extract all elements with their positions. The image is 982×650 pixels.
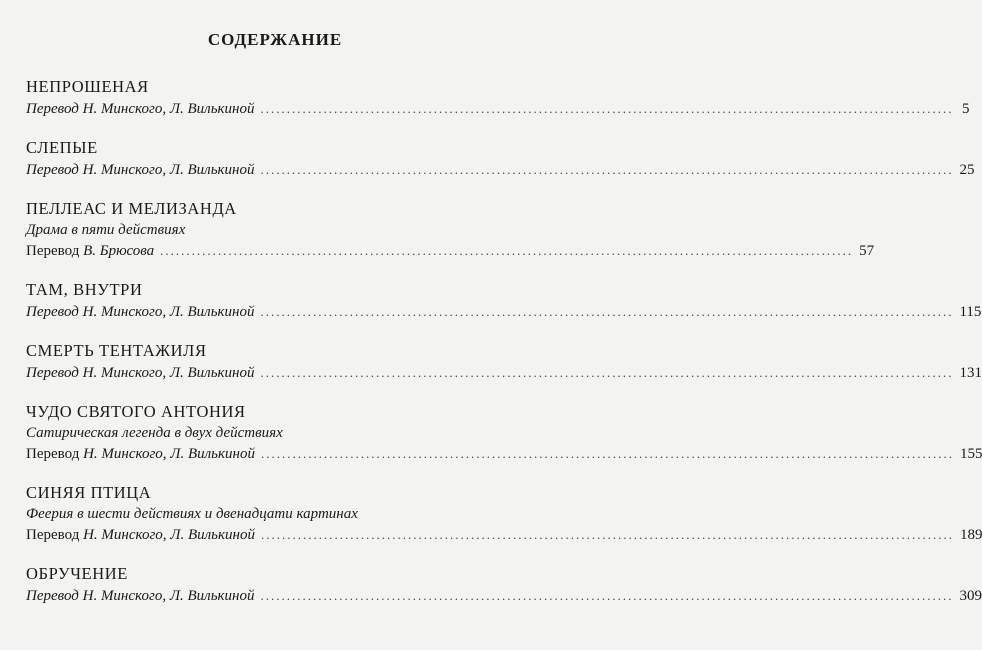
translator-credit: [26, 444, 255, 465]
toc-entry: [26, 198, 875, 262]
entry-title: СМЕРТЬ ТЕНТАЖИЛЯ: [26, 341, 207, 360]
translator-credit: [26, 241, 154, 262]
translator-lead: Перевод: [26, 243, 80, 259]
translator-credit: [26, 302, 254, 323]
translator-names: В. Брюсова: [79, 243, 155, 259]
page-number: 189: [959, 527, 982, 543]
page-number: 25: [959, 162, 975, 178]
entry-title: НЕПРОШЕНАЯ: [26, 77, 149, 96]
translator-line: [26, 301, 982, 323]
translator-lead: Перевод: [26, 527, 80, 543]
translator-names: Н. Минского, Л. Вилькиной: [78, 162, 255, 178]
dot-leader: ....................................................................................................................................: [260, 588, 954, 603]
translator-lead: Перевод: [26, 446, 80, 462]
toc-entry: [26, 401, 982, 465]
contents-heading: СОДЕРЖАНИЕ: [207, 30, 343, 49]
page-number: 131: [959, 365, 982, 381]
translator-credit: [26, 586, 254, 607]
toc-entry: [26, 76, 970, 120]
translator-lead: Перевод: [26, 588, 79, 604]
dot-leader: ....................................................................................................................................: [260, 527, 954, 542]
dot-leader: ....................................................................................................................................: [260, 446, 954, 461]
toc-entry: [26, 482, 982, 546]
toc-entry: [26, 340, 982, 384]
translator-line: [26, 443, 982, 465]
entry-title: СИНЯЯ ПТИЦА: [26, 483, 152, 502]
translator-line: [26, 524, 982, 546]
dot-leader: ....................................................................................................................................: [260, 101, 954, 116]
table-of-contents: [26, 76, 982, 624]
page-number: 57: [859, 243, 875, 259]
page-number: 115: [959, 304, 982, 320]
page-number: 155: [959, 446, 982, 462]
translator-line: [26, 98, 970, 120]
entry-title: СЛЕПЫЕ: [26, 138, 98, 157]
translator-line: [26, 240, 875, 262]
translator-lead: Перевод: [26, 365, 79, 381]
entry-title: ЧУДО СВЯТОГО АНТОНИЯ: [26, 402, 246, 421]
translator-credit: [26, 99, 254, 120]
translator-lead: Перевод: [26, 304, 79, 320]
translator-names: Н. Минского, Л. Вилькиной: [79, 446, 255, 462]
translator-names: Н. Минского, Л. Вилькиной: [78, 101, 255, 117]
entry-subtitle: Сатирическая легенда в двух действиях: [26, 425, 283, 441]
dot-leader: ....................................................................................................................................: [260, 304, 954, 319]
translator-lead: Перевод: [26, 162, 79, 178]
entry-title: ПЕЛЛЕАС И МЕЛИЗАНДА: [26, 199, 237, 218]
dot-leader: ....................................................................................................................................: [160, 243, 854, 258]
translator-line: [26, 362, 982, 384]
toc-entry: [26, 563, 982, 607]
entry-title: ТАМ, ВНУТРИ: [26, 280, 143, 299]
page-number: 5: [961, 101, 970, 117]
toc-entry: [26, 279, 982, 323]
entry-subtitle: Феерия в шести действиях и двенадцати картинах: [26, 506, 358, 522]
translator-line: [26, 585, 982, 607]
translator-names: Н. Минского, Л. Вилькиной: [78, 304, 255, 320]
translator-lead: Перевод: [26, 101, 79, 117]
entry-title: ОБРУЧЕНИЕ: [26, 564, 128, 583]
toc-entry: [26, 137, 975, 181]
entry-subtitle: Драма в пяти действиях: [26, 222, 186, 238]
translator-credit: [26, 525, 255, 546]
dot-leader: ....................................................................................................................................: [260, 365, 954, 380]
translator-credit: [26, 363, 254, 384]
translator-names: Н. Минского, Л. Вилькиной: [78, 365, 255, 381]
translator-names: Н. Минского, Л. Вилькиной: [78, 588, 255, 604]
dot-leader: ....................................................................................................................................: [260, 162, 954, 177]
translator-line: [26, 159, 975, 181]
page-number: 309: [959, 588, 982, 604]
translator-credit: [26, 160, 254, 181]
translator-names: Н. Минского, Л. Вилькиной: [79, 527, 255, 543]
